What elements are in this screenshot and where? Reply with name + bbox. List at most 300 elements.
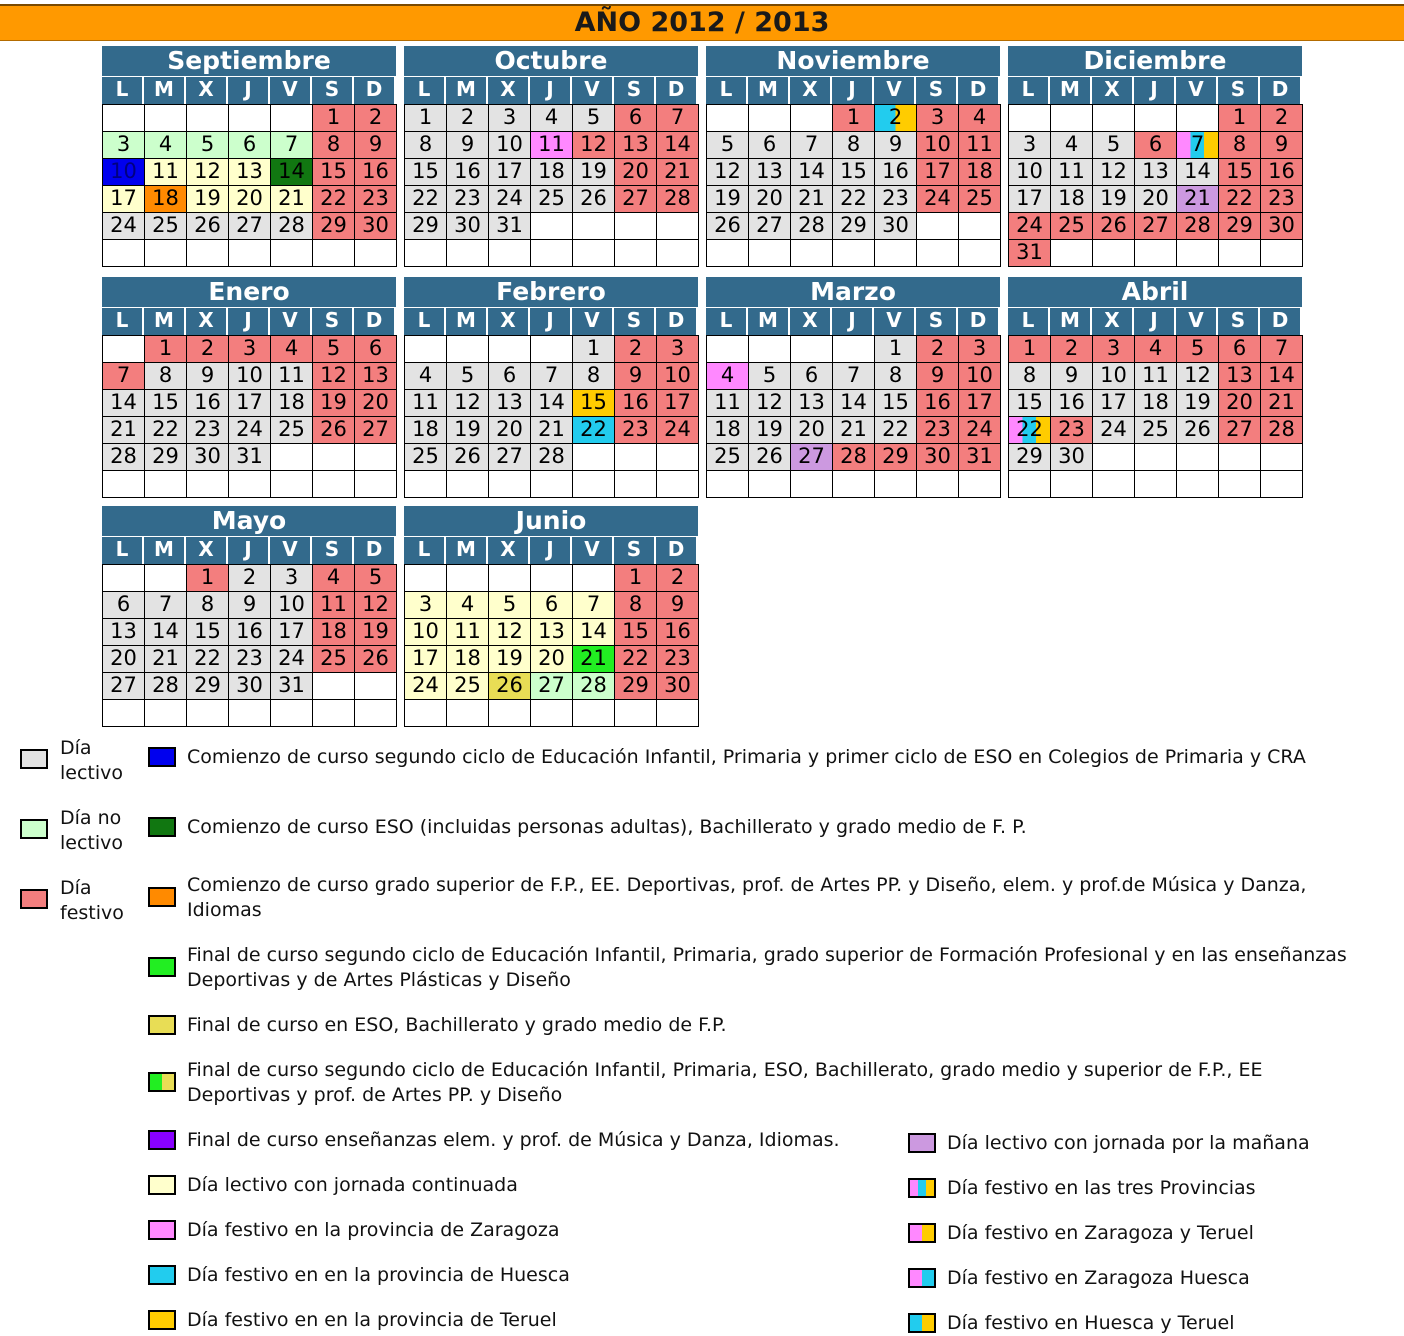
weekday-header: X [186,308,228,335]
day-cell: 23 [1050,416,1093,444]
empty-cell [228,104,271,132]
day-cell: 1 [832,104,875,132]
day-cell: 4 [958,104,1001,132]
month-name: Febrero [404,277,698,308]
empty-cell [656,239,699,267]
empty-cell [446,239,489,267]
empty-cell [354,470,397,498]
weekday-header: J [530,77,572,104]
day-cell: 1 [614,564,657,592]
day-cell: 29 [614,672,657,700]
weekday-header: L [102,77,144,104]
day-cell: 6 [614,104,657,132]
empty-cell [790,335,833,363]
day-cell: 24 [958,416,1001,444]
empty-cell [312,672,355,700]
weekday-header: L [1008,77,1050,104]
day-cell: 29 [874,443,917,471]
day-cell: 19 [1092,185,1135,213]
day-cell: 15 [614,618,657,646]
day-cell: 10 [1092,362,1135,390]
month-grid [102,77,396,266]
empty-cell [1218,470,1261,498]
day-cell: 1 [1218,104,1261,132]
day-cell: 20 [354,389,397,417]
day-cell: 5 [488,591,531,619]
empty-cell [270,239,313,267]
day-cell: 28 [790,212,833,240]
month-enero [102,277,396,497]
day-cell: 16 [446,158,489,186]
day-cell: 6 [488,362,531,390]
day-cell: 6 [1218,335,1261,363]
day-cell: 3 [1092,335,1135,363]
month-octubre [404,46,698,266]
day-cell: 16 [186,389,229,417]
empty-cell [186,470,229,498]
month-febrero [404,277,698,497]
day-cell: 24 [270,645,313,673]
day-cell: 12 [1092,158,1135,186]
weekday-header: V [572,308,614,335]
empty-cell [102,470,145,498]
day-cell: 7 [832,362,875,390]
day-cell: 16 [614,389,657,417]
day-cell: 18 [530,158,573,186]
day-cell: 19 [312,389,355,417]
day-cell: 3 [102,131,145,159]
day-cell: 22 [572,416,615,444]
day-cell: 18 [312,618,355,646]
weekday-header: V [270,537,312,564]
day-cell: 25 [1134,416,1177,444]
empty-cell [1050,470,1093,498]
day-cell: 15 [404,158,447,186]
empty-cell [1260,470,1303,498]
empty-cell [102,335,145,363]
day-cell: 6 [790,362,833,390]
weekday-header: V [874,77,916,104]
month-name: Noviembre [706,46,1000,77]
legend-swatch-teruel [148,1310,176,1330]
day-cell: 16 [874,158,917,186]
weekday-header: M [1050,308,1092,335]
day-cell: 15 [874,389,917,417]
day-cell: 27 [228,212,271,240]
day-cell: 2 [1050,335,1093,363]
empty-cell [874,470,917,498]
day-cell: 11 [958,131,1001,159]
day-cell: 12 [446,389,489,417]
day-cell: 31 [488,212,531,240]
legend-label-nolectivo: Día no lectivo [60,807,124,854]
month-name: Marzo [706,277,1000,308]
day-cell: 19 [1176,389,1219,417]
day-cell: 2 [874,104,917,132]
day-cell: 29 [312,212,355,240]
day-cell: 9 [354,131,397,159]
day-cell: 11 [530,131,573,159]
legend-label-inicio-superior: Comienzo de curso grado superior de F.P., EE. Deportivas, prof. de Artes PP. y Diseño, elem. y prof.de Música y Danza, Idiomas [187,874,1307,921]
day-cell: 4 [1050,131,1093,159]
day-cell: 10 [270,591,313,619]
day-cell: 10 [488,131,531,159]
day-cell: 1 [404,104,447,132]
weekday-header: S [312,537,354,564]
day-cell: 8 [186,591,229,619]
empty-cell [748,239,791,267]
day-cell: 1 [1008,335,1051,363]
day-cell: 12 [354,591,397,619]
day-cell: 18 [144,185,187,213]
day-cell: 16 [228,618,271,646]
day-cell: 24 [488,185,531,213]
day-cell: 14 [656,131,699,159]
empty-cell [270,443,313,471]
weekday-header: J [1134,77,1176,104]
empty-cell [446,335,489,363]
legend-label-festivo: Día festivo [60,877,124,924]
weekday-header: D [354,308,396,335]
empty-cell [354,443,397,471]
day-cell: 29 [832,212,875,240]
day-cell: 20 [748,185,791,213]
empty-cell [530,470,573,498]
day-cell: 9 [1260,131,1303,159]
day-cell: 26 [186,212,229,240]
day-cell: 17 [228,389,271,417]
day-cell: 22 [614,645,657,673]
legend-label-fin-musica: Final de curso enseñanzas elem. y prof. de Música y Danza, Idiomas. [187,1129,840,1151]
day-cell: 13 [102,618,145,646]
day-cell: 31 [958,443,1001,471]
day-cell: 12 [748,389,791,417]
day-cell: 3 [270,564,313,592]
day-cell: 15 [832,158,875,186]
empty-cell [832,335,875,363]
month-grid [102,308,396,497]
day-cell: 20 [790,416,833,444]
empty-cell [1134,104,1177,132]
empty-cell [1092,470,1135,498]
weekday-header: D [656,308,698,335]
weekday-header: S [916,77,958,104]
day-cell: 22 [312,185,355,213]
month-grid [404,308,698,497]
empty-cell [488,335,531,363]
day-cell: 4 [270,335,313,363]
day-cell: 4 [1134,335,1177,363]
empty-cell [488,239,531,267]
day-cell: 31 [228,443,271,471]
day-cell: 3 [958,335,1001,363]
day-cell: 13 [614,131,657,159]
weekday-header: V [874,308,916,335]
day-cell: 6 [1134,131,1177,159]
weekday-header: J [228,77,270,104]
weekday-header: M [446,537,488,564]
day-cell: 16 [1260,158,1303,186]
day-cell: 5 [446,362,489,390]
weekday-header: L [404,308,446,335]
day-cell: 26 [1092,212,1135,240]
day-cell: 19 [706,185,749,213]
day-cell: 17 [488,158,531,186]
day-cell: 16 [656,618,699,646]
day-cell: 5 [572,104,615,132]
weekday-header: D [354,537,396,564]
empty-cell [1134,239,1177,267]
day-cell: 28 [1176,212,1219,240]
day-cell: 14 [270,158,313,186]
empty-cell [312,470,355,498]
legend-label-zaragoza: Día festivo en la provincia de Zaragoza [187,1219,560,1241]
day-cell: 4 [530,104,573,132]
day-cell: 13 [530,618,573,646]
day-cell: 7 [144,591,187,619]
day-cell: 8 [404,131,447,159]
day-cell: 29 [404,212,447,240]
empty-cell [706,335,749,363]
day-cell: 26 [572,185,615,213]
legend-label-hue-ter: Día festivo en Huesca y Teruel [947,1312,1235,1334]
weekday-header: J [228,537,270,564]
day-cell: 12 [186,158,229,186]
day-cell: 18 [270,389,313,417]
month-noviembre [706,46,1000,266]
day-cell: 8 [312,131,355,159]
day-cell: 16 [916,389,959,417]
day-cell: 26 [446,443,489,471]
day-cell: 16 [354,158,397,186]
day-cell: 30 [228,672,271,700]
day-cell: 24 [404,672,447,700]
day-cell: 27 [614,185,657,213]
day-cell: 14 [790,158,833,186]
day-cell: 9 [1050,362,1093,390]
day-cell: 22 [832,185,875,213]
weekday-header: J [228,308,270,335]
day-cell: 7 [790,131,833,159]
empty-cell [656,470,699,498]
weekday-header: L [102,308,144,335]
day-cell: 21 [790,185,833,213]
day-cell: 26 [354,645,397,673]
day-cell: 3 [228,335,271,363]
day-cell: 8 [1008,362,1051,390]
day-cell: 14 [144,618,187,646]
empty-cell [488,470,531,498]
day-cell: 27 [790,443,833,471]
day-cell: 11 [144,158,187,186]
day-cell: 23 [874,185,917,213]
weekday-header: X [186,537,228,564]
empty-cell [186,699,229,727]
empty-cell [144,104,187,132]
empty-cell [614,212,657,240]
empty-cell [354,699,397,727]
empty-cell [958,239,1001,267]
weekday-header: V [1176,308,1218,335]
empty-cell [144,470,187,498]
legend-label-zar-ter: Día festivo en Zaragoza y Teruel [947,1222,1254,1244]
empty-cell [1176,239,1219,267]
day-cell: 12 [706,158,749,186]
weekday-header: S [614,537,656,564]
day-cell: 25 [312,645,355,673]
empty-cell [572,443,615,471]
weekday-header: M [446,308,488,335]
day-cell: 23 [1260,185,1303,213]
empty-cell [916,239,959,267]
month-name: Enero [102,277,396,308]
empty-cell [530,699,573,727]
day-cell: 6 [354,335,397,363]
day-cell: 18 [958,158,1001,186]
day-cell: 1 [144,335,187,363]
legend-label-fin-mix: Final de curso segundo ciclo de Educación Infantil, Primaria, ESO, Bachillerato, grado medio y superior de F.P., EE Deportivas y prof. de Artes PP. y Diseño [187,1059,1263,1106]
day-cell: 12 [488,618,531,646]
day-cell: 17 [270,618,313,646]
day-cell: 17 [102,185,145,213]
day-cell: 26 [312,416,355,444]
weekday-header: S [312,77,354,104]
day-cell: 22 [404,185,447,213]
empty-cell [748,470,791,498]
day-cell: 20 [102,645,145,673]
empty-cell [874,239,917,267]
day-cell: 7 [1176,131,1219,159]
empty-cell [706,470,749,498]
day-cell: 18 [404,416,447,444]
empty-cell [312,699,355,727]
day-cell: 10 [404,618,447,646]
empty-cell [958,470,1001,498]
day-cell: 14 [832,389,875,417]
day-cell: 17 [1092,389,1135,417]
empty-cell [1176,470,1219,498]
empty-cell [1134,470,1177,498]
day-cell: 5 [1092,131,1135,159]
weekday-header: X [488,77,530,104]
day-cell: 13 [488,389,531,417]
day-cell: 21 [1260,389,1303,417]
day-cell: 7 [530,362,573,390]
empty-cell [404,470,447,498]
empty-cell [958,212,1001,240]
day-cell: 13 [748,158,791,186]
day-cell: 13 [1218,362,1261,390]
empty-cell [312,239,355,267]
empty-cell [748,104,791,132]
day-cell: 14 [530,389,573,417]
weekday-header: S [614,308,656,335]
day-cell: 5 [706,131,749,159]
day-cell: 22 [874,416,917,444]
day-cell: 29 [144,443,187,471]
day-cell: 28 [144,672,187,700]
day-cell: 25 [404,443,447,471]
weekday-header: X [790,77,832,104]
day-cell: 11 [270,362,313,390]
weekday-header: D [656,77,698,104]
empty-cell [530,212,573,240]
day-cell: 31 [1008,239,1051,267]
day-cell: 4 [706,362,749,390]
empty-cell [1008,470,1051,498]
day-cell: 1 [874,335,917,363]
day-cell: 14 [102,389,145,417]
month-name: Mayo [102,506,396,537]
day-cell: 25 [270,416,313,444]
day-cell: 7 [270,131,313,159]
day-cell: 2 [228,564,271,592]
weekday-header: J [530,537,572,564]
empty-cell [354,239,397,267]
empty-cell [790,470,833,498]
weekday-header: J [832,308,874,335]
day-cell: 26 [1176,416,1219,444]
day-cell: 19 [446,416,489,444]
day-cell: 3 [656,335,699,363]
empty-cell [228,699,271,727]
day-cell: 28 [270,212,313,240]
empty-cell [404,564,447,592]
day-cell: 1 [312,104,355,132]
weekday-header: V [270,77,312,104]
day-cell: 8 [832,131,875,159]
day-cell: 2 [186,335,229,363]
day-cell: 2 [1260,104,1303,132]
day-cell: 20 [488,416,531,444]
weekday-header: S [312,308,354,335]
legend-label-lectivo: Día lectivo [60,737,124,784]
legend-label-teruel: Día festivo en en la provincia de Teruel [187,1309,557,1331]
day-cell: 4 [144,131,187,159]
day-cell: 9 [614,362,657,390]
legend-swatch-manana [908,1133,936,1153]
weekday-header: M [748,77,790,104]
legend-swatch-nolectivo [20,819,48,839]
day-cell: 10 [916,131,959,159]
day-cell: 13 [228,158,271,186]
day-cell: 8 [614,591,657,619]
empty-cell [1176,443,1219,471]
weekday-header: S [1218,308,1260,335]
month-name: Octubre [404,46,698,77]
day-cell: 1 [186,564,229,592]
empty-cell [916,470,959,498]
day-cell: 29 [1008,443,1051,471]
legend-label-inicio-eso: Comienzo de curso ESO (incluidas personas adultas), Bachillerato y grado medio de F. P. [187,816,1027,838]
day-cell: 9 [228,591,271,619]
month-grid [1008,77,1302,266]
day-cell: 11 [312,591,355,619]
day-cell: 26 [748,443,791,471]
empty-cell [530,239,573,267]
empty-cell [446,564,489,592]
day-cell: 8 [874,362,917,390]
day-cell: 4 [446,591,489,619]
day-cell: 25 [446,672,489,700]
legend-swatch-inicio-superior [148,887,176,907]
day-cell: 8 [144,362,187,390]
empty-cell [1092,104,1135,132]
day-cell: 30 [1260,212,1303,240]
day-cell: 30 [874,212,917,240]
legend-swatch-zar-ter [908,1223,936,1243]
day-cell: 20 [614,158,657,186]
